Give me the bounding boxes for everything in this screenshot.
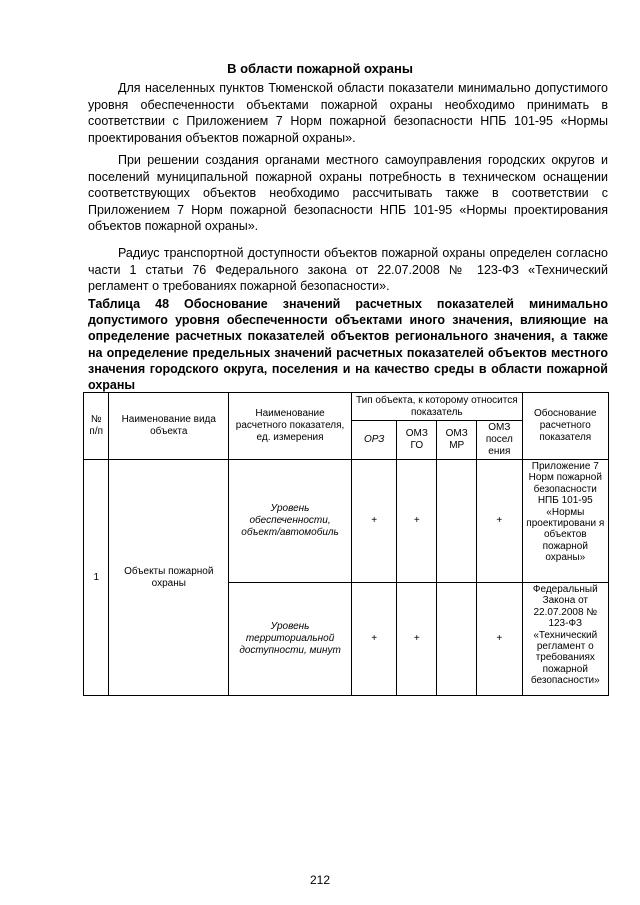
indicator-name: Уровень обеспеченности, объект/автомобиль: [229, 460, 352, 583]
paragraph-1: Для населенных пунктов Тюменской области показатели минимально допустимого уровня обеспеченности объектами пожарной охраны необходимо принимать в соответствии с Приложением 7 Норм пожарной безопасности НПБ 101-95 «Нормы проектирования объектов пожарной охраны».: [88, 81, 608, 145]
mark-omz-poselenie: +: [477, 460, 522, 583]
header-no: № п/п: [84, 393, 109, 460]
header-omz-go: ОМЗ ГО: [397, 421, 437, 460]
paragraph-3: Радиус транспортной доступности объектов пожарной охраны определен согласно части 1 статьи 76 Федерального закона от 22.07.2008 № 123-ФЗ «Технический регламент о требованиях пожарной безопасности».: [88, 246, 608, 293]
paragraph-2: При решении создания органами местного самоуправления городских округов и поселений муниципальной пожарной охраны потребность в техническом оснащении соответствующих объектов необходимо рассчитывать также в соответствии с Приложением 7 Норм пожарной безопасности НПБ 101-95 «Нормы проектирования объектов пожарной охраны».: [88, 153, 608, 233]
header-justification: Обоснование расчетного показателя: [522, 393, 608, 460]
header-object-type: Тип объекта, к которому относится показатель: [352, 393, 523, 421]
table-caption: Таблица 48 Обоснование значений расчетных показателей минимально допустимого уровня обеспеченности объектами иного значения, влияющие на определение расчетных показателей объектов регионального значения, а также на определение предельных значений расчетных показателей объектов местного значения городского округа, поселения и на качество среды в области пожарной охраны: [88, 297, 608, 393]
table-header-row: [84, 393, 609, 421]
header-object-name: Наименование вида объекта: [109, 393, 229, 460]
mark-orz: +: [352, 583, 397, 696]
justification-text: Федеральный Закона от 22.07.2008 № 123-ФЗ «Технический регламент о требованиях пожарной безопасности»: [522, 583, 608, 696]
mark-omz-poselenie: +: [477, 583, 522, 696]
header-indicator: Наименование расчетного показателя, ед. измерения: [229, 393, 352, 460]
page-number: 212: [309, 873, 331, 887]
justification-text: Приложение 7 Норм пожарной безопасности НПБ 101-95 «Нормы проектировани я объектов пожарной охраны»: [522, 460, 608, 583]
mark-omz-go: +: [397, 460, 437, 583]
row-number: 1: [84, 460, 109, 696]
mark-omz-mr: [437, 583, 477, 696]
mark-orz: +: [352, 460, 397, 583]
table-row: [84, 460, 609, 583]
header-omz-poselenie: ОМЗ посел ения: [477, 421, 522, 460]
indicator-name: Уровень территориальной доступности, минут: [229, 583, 352, 696]
object-name: Объекты пожарной охраны: [109, 460, 229, 696]
mark-omz-go: +: [397, 583, 437, 696]
header-orz: ОРЗ: [352, 421, 397, 460]
mark-omz-mr: [437, 460, 477, 583]
header-omz-mr: ОМЗ МР: [437, 421, 477, 460]
section-heading: В области пожарной охраны: [227, 61, 413, 76]
indicators-table: [83, 392, 609, 696]
